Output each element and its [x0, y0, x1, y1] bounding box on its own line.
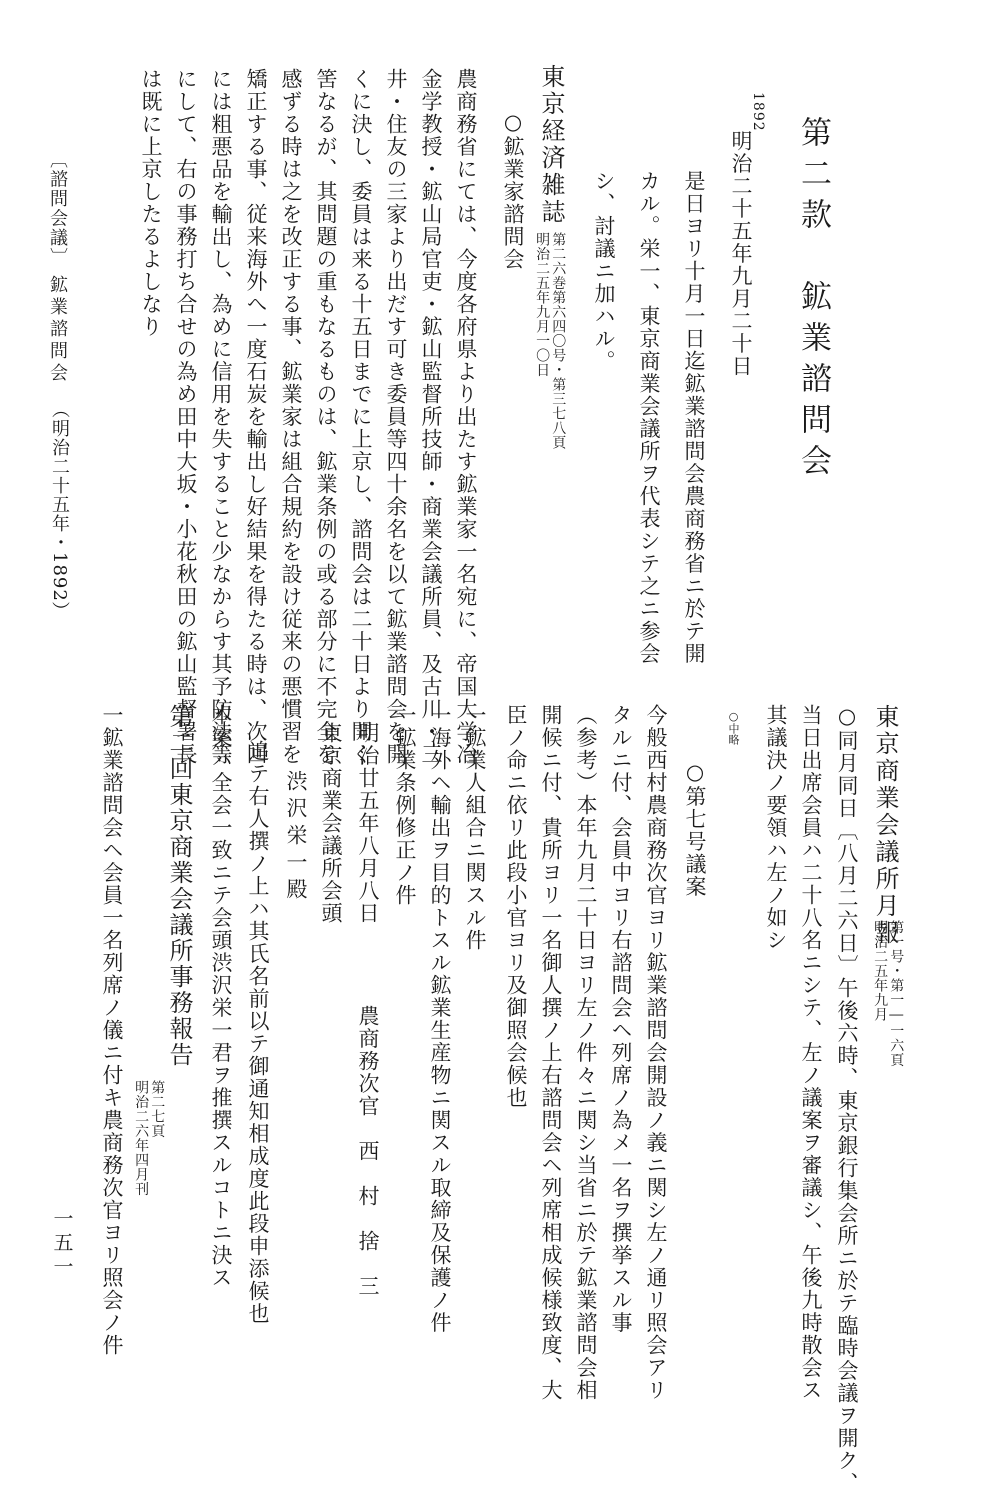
letter-date: 明治廿五年八月八日 — [356, 722, 380, 925]
agenda-line: 一海外ヘ輸出ヲ目的トスル鉱業生産物ニ関スル取締及保護ノ件 — [428, 704, 452, 1334]
source1-line: にして、右の事務打ち合せの為め田中大坂・小花秋田の鉱山監督署長 — [174, 68, 198, 766]
entry-date: 明治二十五年九月二十日 — [729, 130, 753, 378]
agenda-line: （参考）本年九月二十日ヨリ左ノ件々ニ関シ当省ニ於テ鉱業諮問会相 — [574, 704, 598, 1402]
entry-year-western: 1892 — [750, 92, 766, 132]
recipient-title: 東京商業会議所会頭 — [319, 722, 343, 925]
source2-title: 東京商業会議所月報 — [871, 704, 899, 947]
source1-line: 矯正する事、従来海外へ一度石炭を輸出し好結果を得たる時は、次回 — [244, 68, 268, 766]
source1-line: 金学教授・鉱山局官吏・鉱山監督所技師・商業会議所員、及古川・三 — [419, 68, 443, 766]
running-header-date: （明治二十五年・1892） — [49, 400, 70, 621]
source1-line: 井・住友の三家より出だす可き委員等四十余名を以て鉱業諮問会を開 — [384, 68, 408, 766]
source3-title: 第二回東京商業会議所事務報告 — [165, 704, 193, 1068]
agenda-line: 今般西村農商務次官ヨリ鉱業諮問会開設ノ義ニ関シ左ノ通リ照会アリ — [644, 704, 668, 1402]
source1-line: 農商務省にては、今度各府県より出たす鉱業家一名宛に、帝国大学冶 — [454, 68, 478, 766]
followup-line: 本案ハ全会一致ニテ会頭渋沢栄一君ヲ推撰スルコトニ決ス — [209, 704, 233, 1289]
agenda-line: 臣ノ命ニ依リ此段小官ヨリ及御照会候也 — [504, 704, 528, 1109]
source1-line: 感ずる時は之を改正する事、鉱業家は組合規約を設け従来の悪慣習を — [279, 68, 303, 766]
running-header-title: 鉱業諮問会 — [47, 275, 68, 385]
agenda-line: 一鉱業条例修正ノ件 — [393, 704, 417, 907]
source2-citation — [872, 920, 904, 1067]
agenda-line: 一鉱業人組合ニ関スル件 — [463, 704, 487, 952]
source2-line: ○同月同日〔八月二六日〕午後六時、東京銀行集会所ニ於テ臨時会議ヲ開ク、 — [835, 704, 859, 1495]
source3-citation — [133, 1080, 165, 1196]
source3-citation-line: 明治二六年四月刊 — [133, 1080, 150, 1196]
agenda-title: ○第七号議案 — [683, 760, 707, 898]
agenda-line: タルニ付、会員中ヨリ右諮問会ヘ列席ノ為メ一名ヲ撰挙スル事 — [609, 704, 633, 1334]
page-number: 一五一 — [50, 1208, 74, 1280]
source1-line: くに決し、委員は来る十五日までに上京し、諮問会は二十日より開く — [349, 68, 373, 766]
source2-citation-line: 第一号・第一―一六頁 — [888, 920, 905, 1067]
entry-line: カル。栄一、東京商業会議所ヲ代表シテ之ニ参会 — [637, 170, 661, 665]
source2-citation-line: 明治二五年九月 — [872, 920, 889, 1022]
source1-citation-line: 明治二五年九月一〇日 — [534, 232, 551, 377]
omission-note: ○中略 — [727, 710, 740, 745]
agenda-line: 開候ニ付、貴所ヨリ一名御人撰ノ上右諮問会ヘ列席相成候様致度、大 — [539, 704, 563, 1402]
followup-line: 追テ右人撰ノ上ハ其氏名前以テ御通知相成度此段申添候也 — [246, 740, 270, 1325]
running-header-bracket: 〔諮問会議〕 — [47, 150, 68, 267]
letter-sender: 農商務次官 西 村 捨 三 — [356, 1005, 380, 1298]
source1-title: 東京経済雑誌 — [537, 64, 565, 226]
recipient-name: 渋沢栄一殿 — [284, 770, 308, 905]
section-heading: 第二款 鉱業諮問会 — [795, 116, 831, 485]
source1-line: 筈なるが、其問題の重もなるものは、鉱業条例の或る部分に不完全を — [314, 68, 338, 766]
source1-line: には粗悪品を輸出し、為めに信用を失すること少なからす其予防法等 — [209, 68, 233, 766]
source1-citation-line: 第二六巻第六四〇号・第三七八頁 — [550, 232, 567, 450]
source2-line: 其議決ノ要領ハ左ノ如シ — [764, 704, 788, 952]
source3-citation-line: 第二七頁 — [149, 1080, 166, 1138]
source1-citation — [534, 232, 566, 450]
entry-line: シ、討議ニ加ハル。 — [592, 170, 616, 373]
source1-line: は既に上京したるよしなり — [139, 68, 163, 338]
source1-subhead: ○鉱業家諮問会 — [501, 110, 525, 271]
source3-line: 一鉱業諮問会ヘ会員一名列席ノ儀ニ付キ農商務次官ヨリ照会ノ件 — [100, 704, 124, 1357]
source2-line: 当日出席会員ハ二十八名ニシテ、左ノ議案ヲ審議シ、午後九時散会ス — [799, 704, 823, 1402]
entry-line: 是日ヨリ十月一日迄鉱業諮問会農商務省ニ於テ開 — [682, 170, 706, 665]
